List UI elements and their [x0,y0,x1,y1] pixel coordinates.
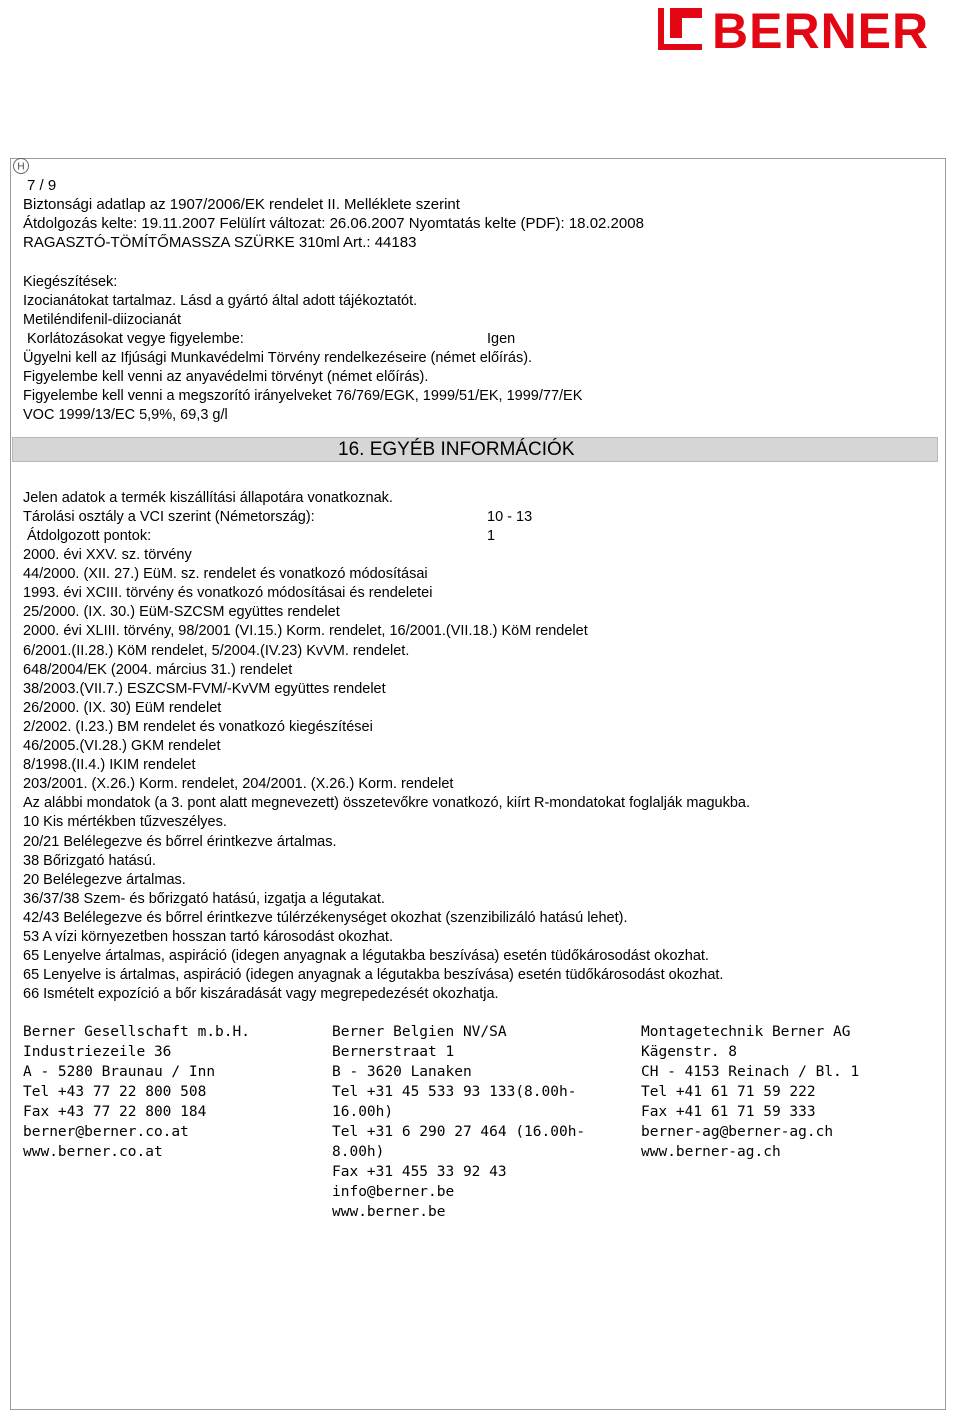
product-name: RAGASZTÓ-TÖMÍTŐMASSZA SZÜRKE 310ml Art.: 44183 [23,234,417,251]
supplement-line: VOC 1999/13/EC 5,9%, 69,3 g/l [23,407,228,423]
footer-line: B - 3620 Lanaken [332,1064,472,1080]
regulation-line: 2000. évi XLIII. törvény, 98/2001 (VI.15.) Korm. rendelet, 16/2001.(VII.18.) KöM rendelet [23,623,588,640]
revised-points-label: Átdolgozott pontok: [27,528,152,544]
footer-line: Tel +41 61 71 59 222 [641,1084,816,1100]
footer-line: Fax +31 455 33 92 43 [332,1164,507,1180]
brand-name: BERNER [712,6,930,52]
regulation-line: 10 Kis mértékben tűzveszélyes. [23,814,227,831]
language-marker [12,157,30,175]
regulation-line: 36/37/38 Szem- és bőrizgató hatású, izgatja a légutakat. [23,890,385,907]
regulation-line: 65 Lenyelve ártalmas, aspiráció (idegen anyagnak a légutakba beszívása) esetén tüdőkárosodást okozhat. [23,948,709,965]
footer-line: Bernerstraat 1 [332,1044,455,1060]
regulation-line: 65 Lenyelve is ártalmas, aspiráció (idegen anyagnak a légutakba beszívása) esetén tüdőkárosodást okozhat. [23,967,724,984]
storage-class-label: Tárolási osztály a VCI szerint (Németország): [23,509,315,525]
document-title: Biztonsági adatlap az 1907/2006/EK rendelet II. Melléklete szerint [23,196,460,213]
footer-line: Berner Gesellschaft m.b.H. [23,1024,250,1040]
document-dates: Átdolgozás kelte: 19.11.2007 Felülírt változat: 26.06.2007 Nyomtatás kelte (PDF): 18.02.2008 [23,215,644,232]
regulation-line: 44/2000. (XII. 27.) EüM. sz. rendelet és vonatkozó módosításai [23,566,428,583]
restriction-value: Igen [487,331,516,347]
revised-points-value: 1 [487,528,496,544]
regulation-line: Az alábbi mondatok (a 3. pont alatt megnevezett) összetevőkre vonatkozó, kiírt R-mondatokat foglalják magukba. [23,795,750,812]
supplement-line: Izocianátokat tartalmaz. Lásd a gyártó által adott tájékoztatót. [23,293,418,309]
footer-line: berner-ag@berner-ag.ch [641,1124,834,1140]
berner-logo [658,6,958,52]
regulation-line: 2000. évi XXV. sz. törvény [23,547,192,563]
page-number: 7 / 9 [27,177,57,194]
regulation-line: 2/2002. (I.23.) BM rendelet és vonatkozó kiegészítései [23,718,373,735]
regulation-line: 53 A vízi környezetben hosszan tartó károsodást okozhat. [23,929,393,945]
footer-line: Kägenstr. 8 [641,1044,738,1060]
footer-line: Berner Belgien NV/SA [332,1024,507,1040]
footer-line: Industriezeile 36 [23,1044,172,1060]
regulation-line: 6/2001.(II.28.) KöM rendelet, 5/2004.(IV.23) KvVM. rendelet. [23,642,410,659]
footer-line: berner@berner.co.at [23,1124,189,1140]
regulation-line: 1993. évi XCIII. törvény és vonatkozó módosításai és rendeletei [23,585,433,602]
regulation-line: 38/2003.(VII.7.) ESZCSM-FVM/-KvVM együttes rendelet [23,680,386,697]
footer-line: 8.00h) [332,1144,385,1160]
regulation-line: 648/2004/EK (2004. március 31.) rendelet [23,661,293,678]
section-intro: Jelen adatok a termék kiszállítási állapotára vonatkoznak. [23,490,393,506]
footer-line: Fax +43 77 22 800 184 [23,1104,207,1120]
footer-line: Fax +41 61 71 59 333 [641,1104,816,1120]
regulation-line: 8/1998.(II.4.) IKIM rendelet [23,757,196,774]
language-marker-text: H [17,161,25,173]
storage-class-value: 10 - 13 [487,509,533,525]
restriction-label: Korlátozásokat vegye figyelembe: [27,331,244,347]
footer-line: CH - 4153 Reinach / Bl. 1 [641,1064,860,1080]
regulation-line: 42/43 Belélegezve és bőrrel érintkezve túlérzékenységet okozhat (szenzibilizáló hatású lehet). [23,909,628,926]
footer-line: 16.00h) [332,1104,394,1120]
footer-line: www.berner-ag.ch [641,1144,781,1160]
supplements-heading: Kiegészítések: [23,274,118,290]
footer-line: Tel +31 45 533 93 133(8.00h- [332,1084,577,1100]
regulation-line: 20 Belélegezve ártalmas. [23,871,186,888]
supplement-line: Ügyelni kell az Ifjúsági Munkavédelmi Törvény rendelkezéseire (német előírás). [23,350,533,366]
regulation-line: 203/2001. (X.26.) Korm. rendelet, 204/2001. (X.26.) Korm. rendelet [23,776,454,793]
regulation-line: 38 Bőrizgató hatású. [23,852,157,869]
regulation-line: 20/21 Belélegezve és bőrrel érintkezve ártalmas. [23,833,337,850]
footer-line: Tel +31 6 290 27 464 (16.00h- [332,1124,586,1140]
regulation-line: 25/2000. (IX. 30.) EüM-SZCSM együttes rendelet [23,604,340,621]
regulation-line: 66 Ismételt expozíció a bőr kiszáradását vagy megrepedezését okozhatja. [23,986,499,1003]
section-title: 16. EGYÉB INFORMÁCIÓK [338,439,575,460]
footer-line: Montagetechnik Berner AG [641,1024,851,1040]
footer-line: www.berner.co.at [23,1144,163,1160]
footer-line: Tel +43 77 22 800 508 [23,1084,207,1100]
regulation-line: 46/2005.(VI.28.) GKM rendelet [23,738,221,754]
supplement-line: Figyelembe kell venni az anyavédelmi törvényt (német előírás). [23,369,429,385]
footer-line: info@berner.be [332,1184,455,1200]
footer-line: A - 5280 Braunau / Inn [23,1064,216,1080]
supplement-line: Metiléndifenil-diizocianát [23,312,181,328]
supplement-line: Figyelembe kell venni a megszorító irányelveket 76/769/EGK, 1999/51/EK, 1999/77/EK [23,388,583,404]
footer-line: www.berner.be [332,1204,446,1220]
regulation-line: 26/2000. (IX. 30) EüM rendelet [23,699,222,716]
